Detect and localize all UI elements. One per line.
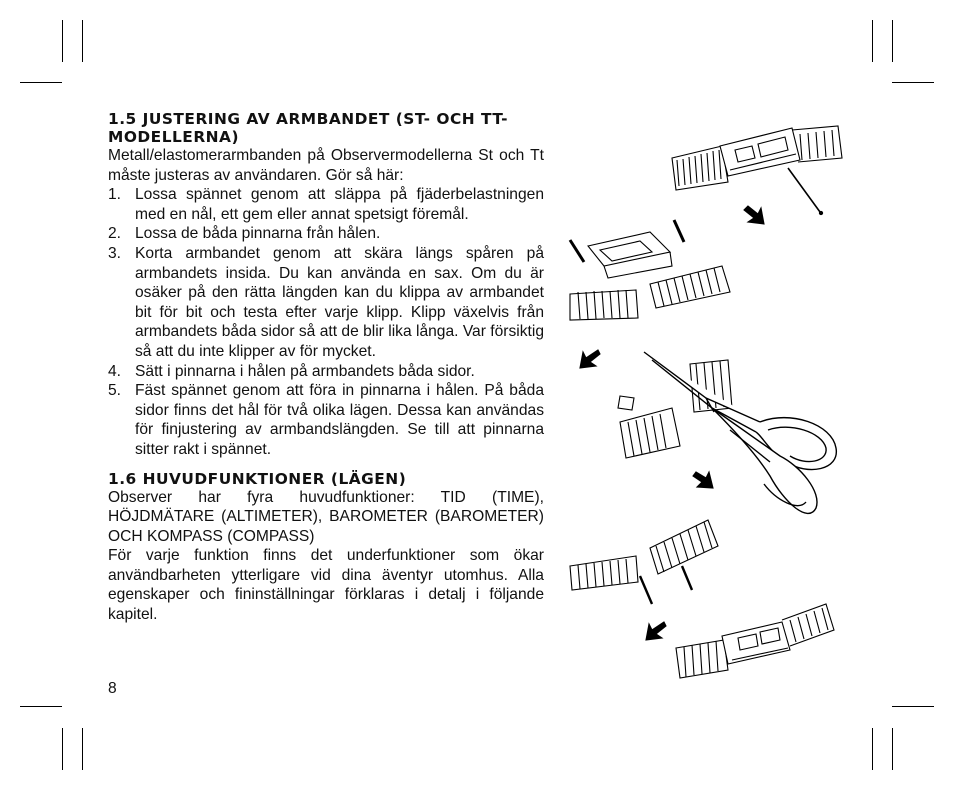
section-paragraph: Observer har fyra huvudfunktioner: TID (TIME), HÖJDMÄTARE (ALTIMETER), BAROMETER (BAROMETER) OCH KOMPASS (COMPASS) xyxy=(108,488,544,545)
pin-illustration xyxy=(682,566,692,590)
crop-mark xyxy=(892,82,934,83)
pin-illustration xyxy=(674,220,684,242)
bracelet-adjustment-illustration xyxy=(560,118,850,688)
arrow-down-right-icon xyxy=(744,206,764,224)
text-column xyxy=(108,110,544,625)
section-heading-1-5: 1.5 JUSTERING AV ARMBANDET (ST- OCH TT-MODELLERNA) xyxy=(108,110,508,146)
step-text: Lossa de båda pinnarna från hålen. xyxy=(135,225,381,243)
section-heading-1-6: 1.6 HUVUDFUNKTIONER (LÄGEN) xyxy=(108,469,407,488)
crop-mark xyxy=(62,20,63,62)
steps-list xyxy=(108,185,544,459)
strap-segments-illustration xyxy=(570,520,718,590)
list-item xyxy=(108,381,544,459)
step-number: 4. xyxy=(108,362,122,380)
step-text: Korta armbandet genom att skära längs spåren på armbandets insida. Du kan använda en sax. Om du är osäker på den rätta längden kan du klippa av armbandet bit för bit och testa efter varje klipp. Klipp växelvis från armbandets båda sidor så att de blir lika långa. Var försiktig så att du inte klipper av för mycket. xyxy=(135,244,544,360)
pin-illustration xyxy=(570,240,584,262)
step-number: 1. xyxy=(108,186,122,204)
step-number: 5. xyxy=(108,382,122,400)
page-number: 8 xyxy=(108,680,117,697)
watch-with-bracelet-illustration xyxy=(672,126,842,190)
list-item xyxy=(108,244,544,362)
needle-tip-illustration xyxy=(819,211,822,214)
section-intro: Metall/elastomerarmbanden på Observermodellerna St och Tt måste justeras av användaren. Gör så här: xyxy=(108,147,544,184)
crop-mark xyxy=(82,728,83,770)
crop-mark xyxy=(872,728,873,770)
crop-mark xyxy=(892,20,893,62)
list-item xyxy=(108,362,544,382)
arrow-down-left-icon xyxy=(646,622,666,640)
arrow-down-right-icon xyxy=(693,472,713,488)
assembled-bracelet-illustration xyxy=(676,604,834,678)
step-number: 3. xyxy=(108,244,122,262)
list-item xyxy=(108,185,544,224)
crop-mark xyxy=(62,728,63,770)
crop-mark xyxy=(892,706,934,707)
step-text: Lossa spännet genom att släppa på fjäderbelastningen med en nål, ett gem eller annat spetsigt föremål. xyxy=(135,186,544,223)
step-text: Sätt i pinnarna i hålen på armbandets båda sidor. xyxy=(135,362,475,380)
needle-illustration xyxy=(788,168,820,212)
step-number: 2. xyxy=(108,225,122,243)
arrow-down-left-icon xyxy=(580,350,600,368)
crop-mark xyxy=(20,706,62,707)
pin-illustration xyxy=(640,576,652,604)
section-paragraph: För varje funktion finns det underfunktioner som ökar användbarheten ytterligare vid dina äventyr utomhus. Alla egenskaper och fininställningar förklaras i detalj i följande kapitel. xyxy=(108,547,544,624)
clasp-illustration xyxy=(588,232,672,278)
strap-segments-illustration xyxy=(570,266,730,320)
crop-mark xyxy=(82,20,83,62)
step-text: Fäst spännet genom att föra in pinnarna i hålen. På båda sidor finns det hål för två olika lägen. Dessa kan användas för finjustering av armbandslängden. Se till att pinnarna sitter rakt i spännet. xyxy=(135,382,544,458)
crop-mark xyxy=(872,20,873,62)
list-item xyxy=(108,224,544,244)
crop-mark xyxy=(892,728,893,770)
crop-mark xyxy=(20,82,62,83)
